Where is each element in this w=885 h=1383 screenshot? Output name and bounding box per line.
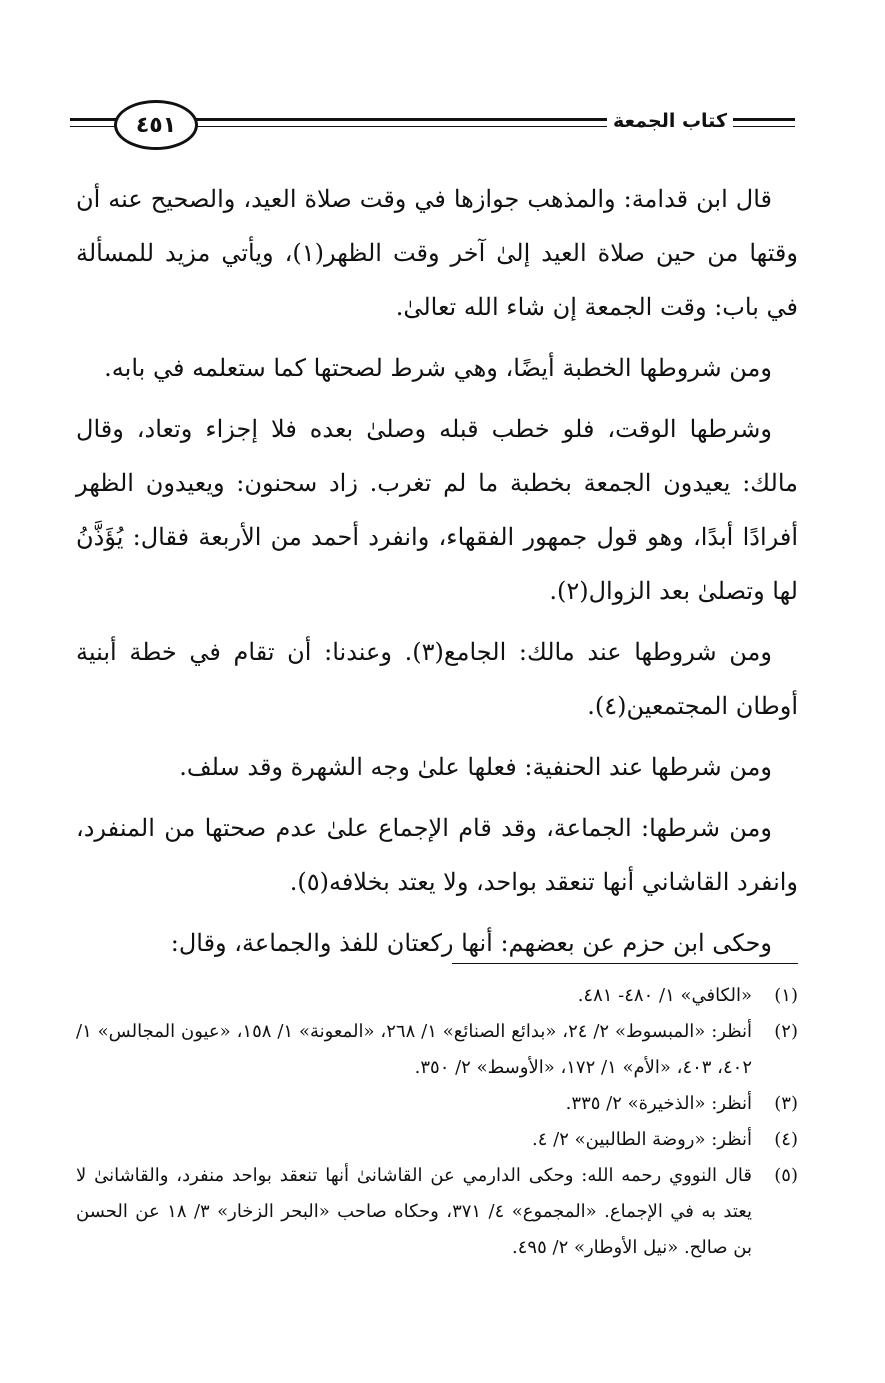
footnote [76,1014,798,1086]
footnote [76,1122,798,1158]
footnote-number: (٥) [774,1165,798,1186]
footnote [76,1158,798,1266]
footnote-text: قال النووي رحمه الله: وحكى الدارمي عن القاشانىٰ أنها تنعقد بواحد منفرد، والقاشانىٰ لا يعتد به في الإجماع. «المجموع» ٤/ ٣٧١، وحكاه صاحب «البحر الزخار» ٣/ ١٨ عن الحسن بن صالح. «نيل الأوطار» ٢/ ٤٩٥. [76,1165,752,1258]
footnote-number: (٢) [774,1021,798,1042]
footnote-number: (١) [774,985,798,1006]
footnote-number: (٤) [774,1129,798,1150]
footnote-number: (٣) [774,1093,798,1114]
footnote-text: أنظر: «الذخيرة» ٢/ ٣٣٥. [565,1093,752,1114]
paragraph: وحكى ابن حزم عن بعضهم: أنها ركعتان للفذ والجماعة، وقال: [170,929,772,957]
page-header [70,96,795,156]
paragraph: ومن شرطها: الجماعة، وقد قام الإجماع علىٰ عدم صحتها من المنفرد، وانفرد القاشاني أنها تنعقد بواحد، ولا يعتد بخلافه(٥). [76,814,798,896]
paragraph: ومن شروطها عند مالك: الجامع(٣). وعندنا: أن تقام في خطة أبنية أوطان المجتمعين(٤). [76,638,798,720]
header-rule-right [748,118,795,121]
footnote-text: أنظر: «روضة الطالبين» ٢/ ٤. [532,1129,752,1150]
footnotes [76,978,798,1266]
paragraph: قال ابن قدامة: والمذهب جوازها في وقت صلاة العيد، والصحيح عنه أن وقتها من حين صلاة العيد إلىٰ آخر وقت الظهر(١)، ويأتي مزيد للمسألة في باب: وقت الجمعة إن شاء الله تعالىٰ. [76,185,798,321]
header-rule-right-thin [748,126,795,127]
footnote-text: «الكافي» ١/ ٤٨٠- ٤٨١. [577,985,752,1006]
paragraph: ومن شرطها عند الحنفية: فعلها علىٰ وجه الشهرة وقد سلف. [179,753,772,781]
main-text [76,172,798,977]
paragraph: ومن شروطها الخطبة أيضًا، وهي شرط لصحتها كما ستعلمه في بابه. [104,354,772,382]
page-number: ٤٥١ [114,100,198,150]
footnote-text: أنظر: «المبسوط» ٢/ ٢٤، «بدائع الصنائع» ١/ ٢٦٨، «المعونة» ١/ ١٥٨، «عيون المجالس» ١/ ٤٠٢، ٤٠٣، «الأم» ١/ ١٧٢، «الأوسط» ٢/ ٣٥٠. [76,1021,752,1078]
paragraph: وشرطها الوقت، فلو خطب قبله وصلىٰ بعده فلا إجزاء وتعاد، وقال مالك: يعيدون الجمعة بخطبة ما لم تغرب. زاد سحنون: ويعيدون الظهر أفرادًا أبدًا، وهو قول جمهور الفقهاء، وانفرد أحمد من الأربعة فقال: يُؤَذَّنُ لها وتصلىٰ بعد الزوال(٢). [76,415,798,605]
running-title: كتاب الجمعة [607,110,733,132]
footnote [76,978,798,1014]
footnote-separator [452,963,798,964]
footnote [76,1086,798,1122]
